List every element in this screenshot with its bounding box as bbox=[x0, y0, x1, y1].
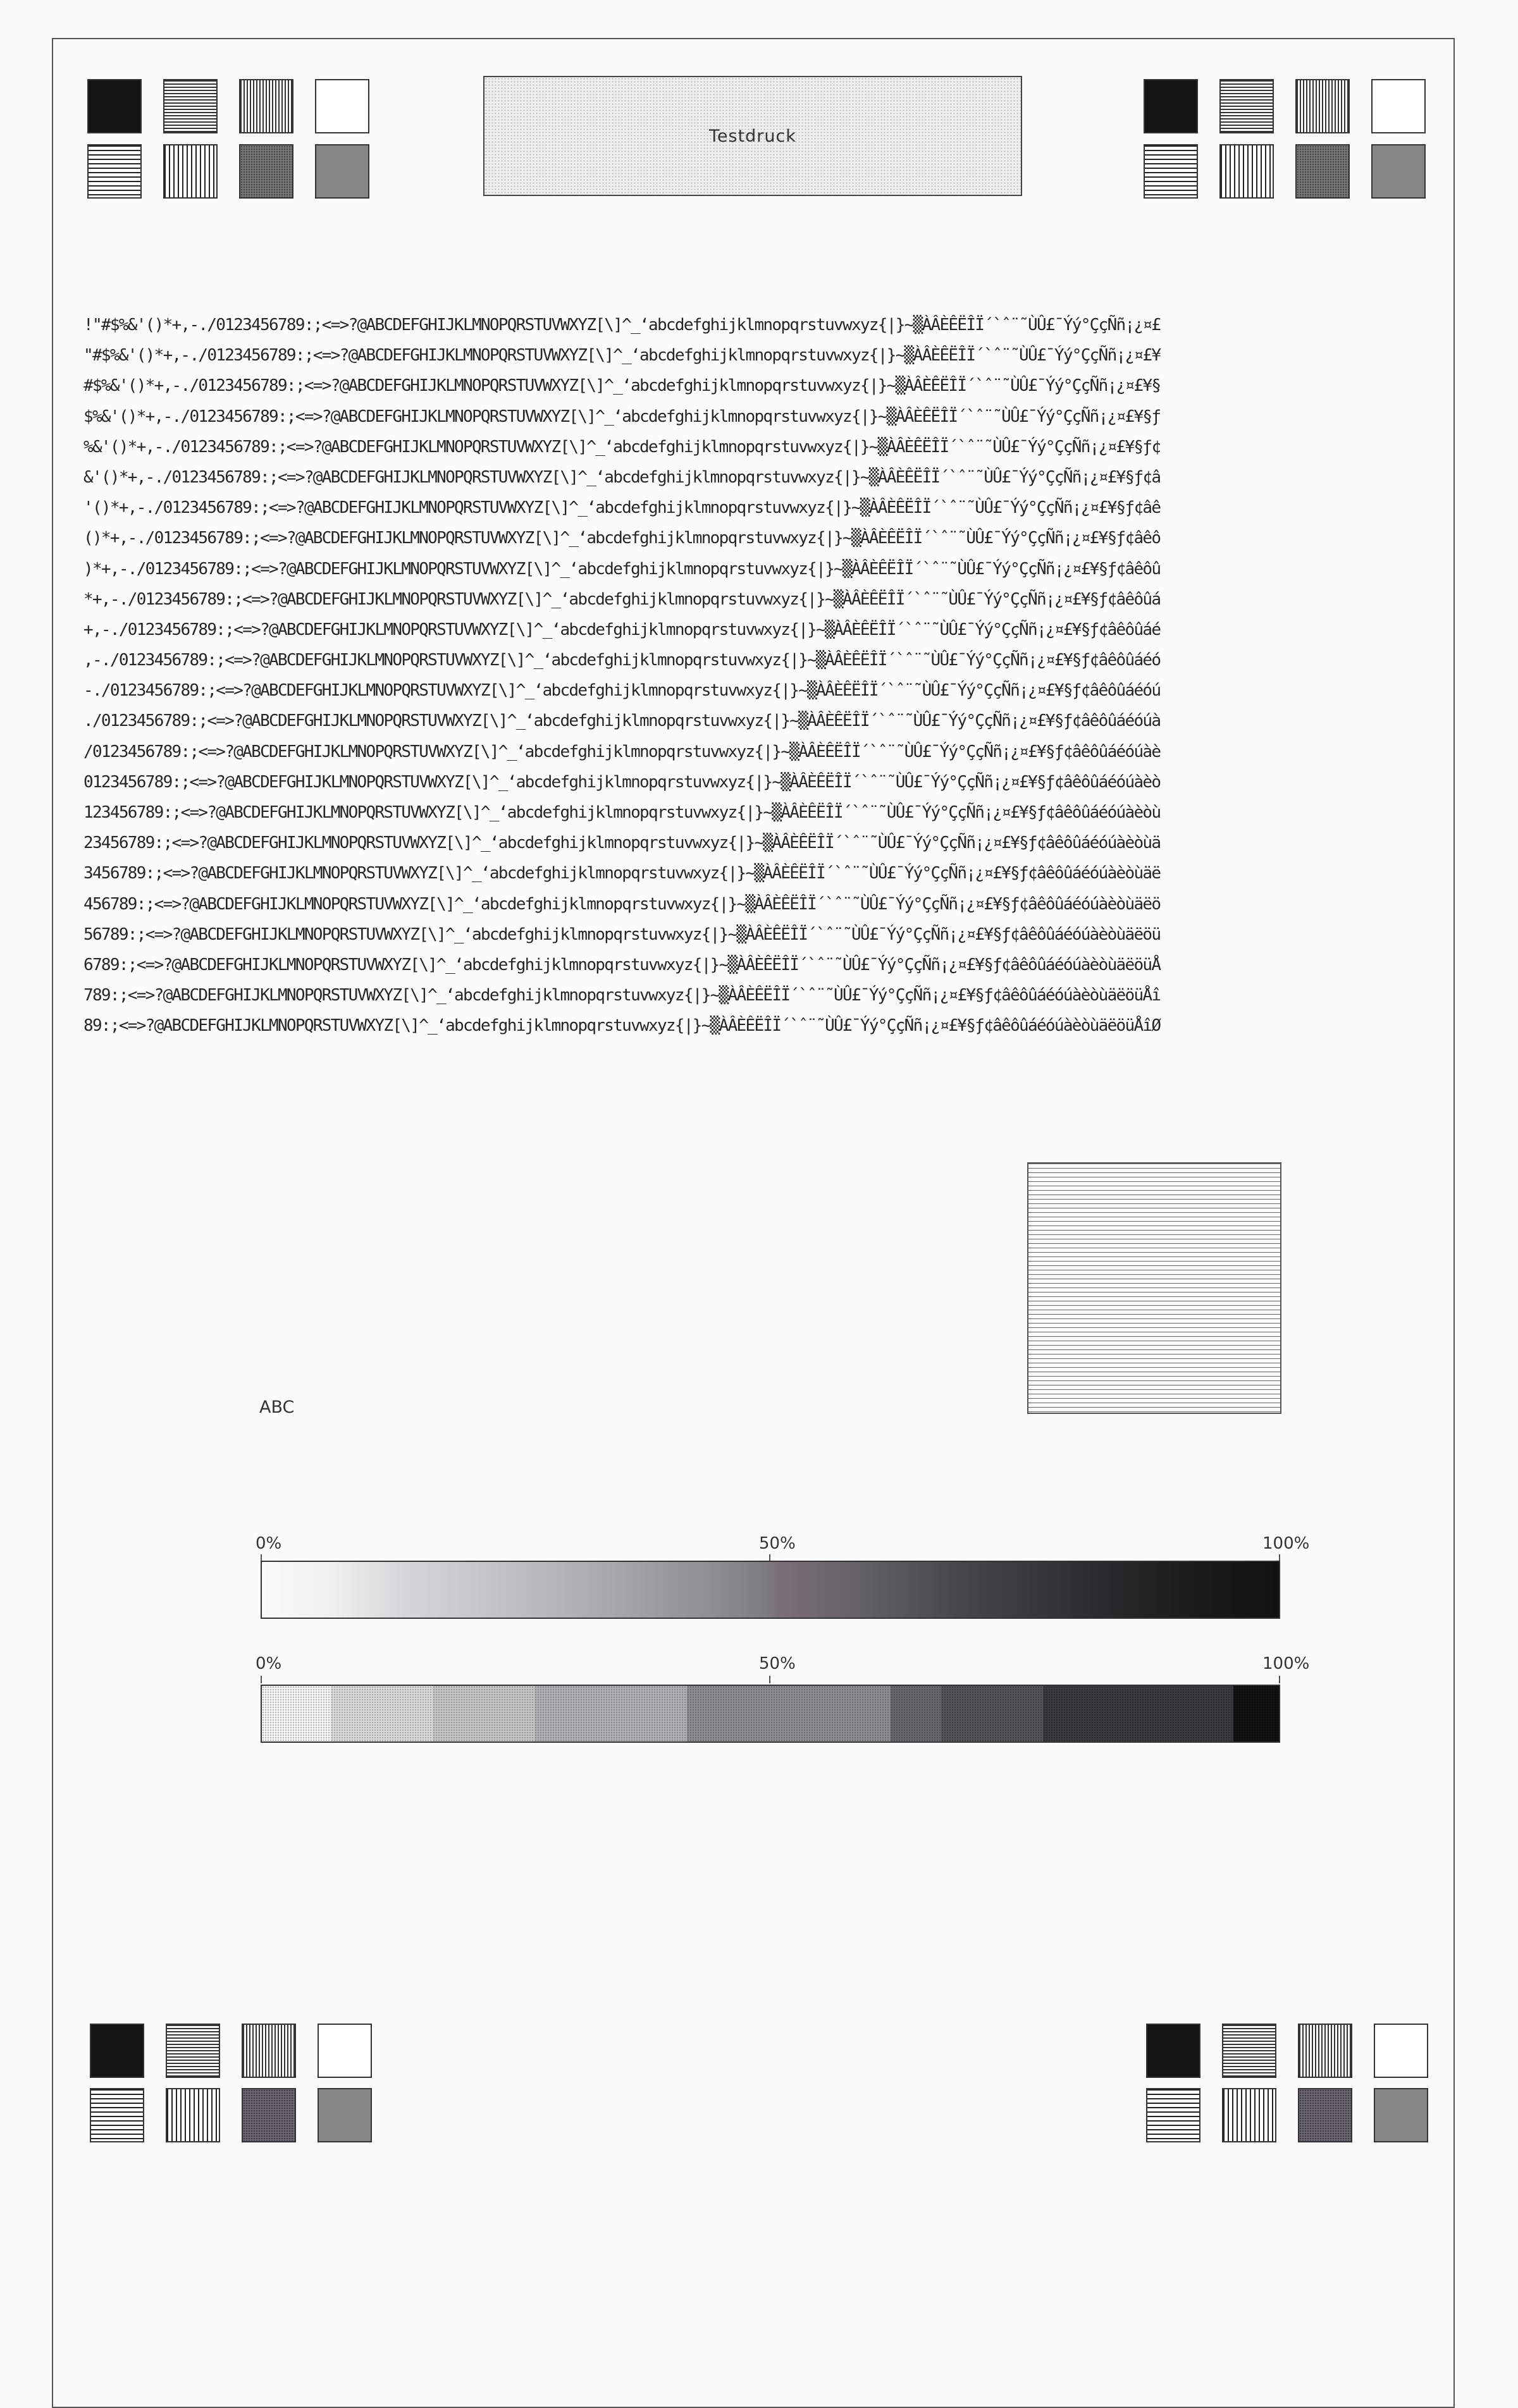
halftone-step-segment bbox=[891, 1686, 941, 1742]
charset-line: *+,-./0123456789:;<=>?@ABCDEFGHIJKLMNOPQRSTUVWXYZ[\]^_‘abcdefghijklmnopqrstuvwxyz{|}~▒ÀÂÈÊËÎÏ´`ˆ¨˜ÙÛ£¯Ýý°ÇçÑñ¡¿¤£¥§ƒ¢âêôûá bbox=[83, 589, 1161, 609]
halftone-step-bar bbox=[261, 1685, 1280, 1743]
charset-line: ()*+,-./0123456789:;<=>?@ABCDEFGHIJKLMNOPQRSTUVWXYZ[\]^_‘abcdefghijklmnopqrstuvwxyz{|}~▒ÀÂÈÊËÎÏ´`ˆ¨˜ÙÛ£¯Ýý°ÇçÑñ¡¿¤£¥§ƒ¢âêô bbox=[83, 529, 1161, 548]
swatch-solid-gray bbox=[315, 144, 369, 199]
swatch-vertical-lines bbox=[1295, 79, 1350, 133]
halftone-step-segment bbox=[1043, 1686, 1233, 1742]
swatch-dotted-gray bbox=[1295, 144, 1350, 199]
swatch-horizontal-stripes bbox=[1144, 144, 1198, 199]
swatch-white bbox=[1371, 79, 1426, 133]
swatch-dotted-gray bbox=[1298, 2088, 1352, 2142]
charset-line: 89:;<=>?@ABCDEFGHIJKLMNOPQRSTUVWXYZ[\]^_‘abcdefghijklmnopqrstuvwxyz{|}~▒ÀÂÈÊËÎÏ´`ˆ¨˜ÙÛ£¯Ýý°ÇçÑñ¡¿¤£¥§ƒ¢âêôûáéóúàèòùäëöüÅîØ bbox=[83, 1016, 1161, 1036]
swatch-solid-black bbox=[1146, 2024, 1200, 2078]
swatch-vertical-stripes bbox=[163, 144, 218, 199]
charset-line: 56789:;<=>?@ABCDEFGHIJKLMNOPQRSTUVWXYZ[\]^_‘abcdefghijklmnopqrstuvwxyz{|}~▒ÀÂÈÊËÎÏ´`ˆ¨˜ÙÛ£¯Ýý°ÇçÑñ¡¿¤£¥§ƒ¢âêôûáéóúàèòùäëöü bbox=[83, 924, 1161, 944]
swatch-solid-black bbox=[87, 79, 142, 133]
halftone-step-segment bbox=[941, 1686, 1043, 1742]
swatch-vertical-lines bbox=[242, 2024, 296, 2078]
swatch-vertical-stripes bbox=[1219, 144, 1274, 199]
charset-line: $%&'()*+,-./0123456789:;<=>?@ABCDEFGHIJKLMNOPQRSTUVWXYZ[\]^_‘abcdefghijklmnopqrstuvwxyz{|}~▒ÀÂÈÊËÎÏ´`ˆ¨˜ÙÛ£¯Ýý°ÇçÑñ¡¿¤£¥§ƒ bbox=[83, 407, 1161, 426]
scale1-label-start: 0% bbox=[256, 1534, 282, 1553]
halftone-step-segment bbox=[262, 1686, 331, 1742]
scale2-label-start: 0% bbox=[256, 1654, 282, 1673]
test-print-title: Testdruck bbox=[708, 126, 796, 146]
charset-line: 3456789:;<=>?@ABCDEFGHIJKLMNOPQRSTUVWXYZ[\]^_‘abcdefghijklmnopqrstuvwxyz{|}~▒ÀÂÈÊËÎÏ´`ˆ¨˜ÙÛ£¯Ýý°ÇçÑñ¡¿¤£¥§ƒ¢âêôûáéóúàèòùäë bbox=[83, 864, 1161, 883]
swatch-solid-gray bbox=[1374, 2088, 1428, 2142]
scale2-tick-end bbox=[1279, 1676, 1280, 1683]
scale1-label-mid: 50% bbox=[759, 1534, 796, 1553]
charset-line: !"#$%&'()*+,-./0123456789:;<=>?@ABCDEFGHIJKLMNOPQRSTUVWXYZ[\]^_‘abcdefghijklmnopqrstuvwxyz{|}~▒ÀÂÈÊËÎÏ´`ˆ¨˜ÙÛ£¯Ýý°ÇçÑñ¡¿¤£ bbox=[83, 316, 1161, 335]
charset-line: 6789:;<=>?@ABCDEFGHIJKLMNOPQRSTUVWXYZ[\]^_‘abcdefghijklmnopqrstuvwxyz{|}~▒ÀÂÈÊËÎÏ´`ˆ¨˜ÙÛ£¯Ýý°ÇçÑñ¡¿¤£¥§ƒ¢âêôûáéóúàèòùäëöüÅ bbox=[83, 955, 1161, 974]
charset-line: 23456789:;<=>?@ABCDEFGHIJKLMNOPQRSTUVWXYZ[\]^_‘abcdefghijklmnopqrstuvwxyz{|}~▒ÀÂÈÊËÎÏ´`ˆ¨˜ÙÛ£¯Ýý°ÇçÑñ¡¿¤£¥§ƒ¢âêôûáéóúàèòùä bbox=[83, 833, 1161, 853]
swatch-white bbox=[315, 79, 369, 133]
charset-line: #$%&'()*+,-./0123456789:;<=>?@ABCDEFGHIJKLMNOPQRSTUVWXYZ[\]^_‘abcdefghijklmnopqrstuvwxyz{|}~▒ÀÂÈÊËÎÏ´`ˆ¨˜ÙÛ£¯Ýý°ÇçÑñ¡¿¤£¥§ bbox=[83, 376, 1161, 396]
charset-line: 456789:;<=>?@ABCDEFGHIJKLMNOPQRSTUVWXYZ[\]^_‘abcdefghijklmnopqrstuvwxyz{|}~▒ÀÂÈÊËÎÏ´`ˆ¨˜ÙÛ£¯Ýý°ÇçÑñ¡¿¤£¥§ƒ¢âêôûáéóúàèòùäëö bbox=[83, 894, 1161, 914]
swatch-horizontal-stripes bbox=[90, 2088, 144, 2142]
charset-line: %&'()*+,-./0123456789:;<=>?@ABCDEFGHIJKLMNOPQRSTUVWXYZ[\]^_‘abcdefghijklmnopqrstuvwxyz{|}~▒ÀÂÈÊËÎÏ´`ˆ¨˜ÙÛ£¯Ýý°ÇçÑñ¡¿¤£¥§ƒ¢ bbox=[83, 437, 1161, 457]
swatch-horizontal-lines bbox=[1219, 79, 1274, 133]
charset-line: 789:;<=>?@ABCDEFGHIJKLMNOPQRSTUVWXYZ[\]^_‘abcdefghijklmnopqrstuvwxyz{|}~▒ÀÂÈÊËÎÏ´`ˆ¨˜ÙÛ£¯Ýý°ÇçÑñ¡¿¤£¥§ƒ¢âêôûáéóúàèòùäëöüÅî bbox=[83, 986, 1161, 1005]
swatch-vertical-stripes bbox=[1222, 2088, 1276, 2142]
fine-line-pattern-box bbox=[1027, 1162, 1281, 1414]
swatch-horizontal-stripes bbox=[1146, 2088, 1200, 2142]
scale2-tick-mid bbox=[769, 1676, 770, 1683]
swatch-vertical-stripes bbox=[166, 2088, 220, 2142]
halftone-step-segment bbox=[534, 1686, 687, 1742]
swatch-horizontal-stripes bbox=[87, 144, 142, 199]
swatch-horizontal-lines bbox=[1222, 2024, 1276, 2078]
swatch-vertical-lines bbox=[239, 79, 293, 133]
swatch-vertical-lines bbox=[1298, 2024, 1352, 2078]
swatch-solid-black bbox=[1144, 79, 1198, 133]
swatch-dotted-gray bbox=[242, 2088, 296, 2142]
scale1-label-end: 100% bbox=[1262, 1534, 1310, 1553]
test-print-title-box bbox=[483, 76, 1022, 196]
charset-line: '()*+,-./0123456789:;<=>?@ABCDEFGHIJKLMNOPQRSTUVWXYZ[\]^_‘abcdefghijklmnopqrstuvwxyz{|}~▒ÀÂÈÊËÎÏ´`ˆ¨˜ÙÛ£¯Ýý°ÇçÑñ¡¿¤£¥§ƒ¢âê bbox=[83, 498, 1161, 518]
charset-line: /0123456789:;<=>?@ABCDEFGHIJKLMNOPQRSTUVWXYZ[\]^_‘abcdefghijklmnopqrstuvwxyz{|}~▒ÀÂÈÊËÎÏ´`ˆ¨˜ÙÛ£¯Ýý°ÇçÑñ¡¿¤£¥§ƒ¢âêôûáéóúàè bbox=[83, 742, 1161, 761]
charset-line: 123456789:;<=>?@ABCDEFGHIJKLMNOPQRSTUVWXYZ[\]^_‘abcdefghijklmnopqrstuvwxyz{|}~▒ÀÂÈÊËÎÏ´`ˆ¨˜ÙÛ£¯Ýý°ÇçÑñ¡¿¤£¥§ƒ¢âêôûáéóúàèòù bbox=[83, 803, 1161, 822]
scale2-label-mid: 50% bbox=[759, 1654, 796, 1673]
charset-line: "#$%&'()*+,-./0123456789:;<=>?@ABCDEFGHIJKLMNOPQRSTUVWXYZ[\]^_‘abcdefghijklmnopqrstuvwxyz{|}~▒ÀÂÈÊËÎÏ´`ˆ¨˜ÙÛ£¯Ýý°ÇçÑñ¡¿¤£¥ bbox=[83, 346, 1161, 366]
halftone-step-segment bbox=[433, 1686, 534, 1742]
halftone-step-segment bbox=[1233, 1686, 1279, 1742]
grayscale-gradient-bar bbox=[261, 1561, 1280, 1619]
swatch-dotted-gray bbox=[239, 144, 293, 199]
charset-line: -./0123456789:;<=>?@ABCDEFGHIJKLMNOPQRSTUVWXYZ[\]^_‘abcdefghijklmnopqrstuvwxyz{|}~▒ÀÂÈÊËÎÏ´`ˆ¨˜ÙÛ£¯Ýý°ÇçÑñ¡¿¤£¥§ƒ¢âêôûáéóú bbox=[83, 681, 1161, 701]
swatch-solid-gray bbox=[318, 2088, 372, 2142]
scale2-tick-start bbox=[261, 1676, 262, 1683]
charset-line: +,-./0123456789:;<=>?@ABCDEFGHIJKLMNOPQRSTUVWXYZ[\]^_‘abcdefghijklmnopqrstuvwxyz{|}~▒ÀÂÈÊËÎÏ´`ˆ¨˜ÙÛ£¯Ýý°ÇçÑñ¡¿¤£¥§ƒ¢âêôûáé bbox=[83, 620, 1161, 639]
swatch-white bbox=[318, 2024, 372, 2078]
charset-line: 0123456789:;<=>?@ABCDEFGHIJKLMNOPQRSTUVWXYZ[\]^_‘abcdefghijklmnopqrstuvwxyz{|}~▒ÀÂÈÊËÎÏ´`ˆ¨˜ÙÛ£¯Ýý°ÇçÑñ¡¿¤£¥§ƒ¢âêôûáéóúàèò bbox=[83, 772, 1161, 792]
swatch-horizontal-lines bbox=[166, 2024, 220, 2078]
swatch-solid-black bbox=[90, 2024, 144, 2078]
swatch-solid-gray bbox=[1371, 144, 1426, 199]
charset-line: )*+,-./0123456789:;<=>?@ABCDEFGHIJKLMNOPQRSTUVWXYZ[\]^_‘abcdefghijklmnopqrstuvwxyz{|}~▒ÀÂÈÊËÎÏ´`ˆ¨˜ÙÛ£¯Ýý°ÇçÑñ¡¿¤£¥§ƒ¢âêôû bbox=[83, 559, 1161, 579]
character-set-lines bbox=[83, 310, 1450, 1041]
swatch-horizontal-lines bbox=[163, 79, 218, 133]
swatch-white bbox=[1374, 2024, 1428, 2078]
charset-line: ./0123456789:;<=>?@ABCDEFGHIJKLMNOPQRSTUVWXYZ[\]^_‘abcdefghijklmnopqrstuvwxyz{|}~▒ÀÂÈÊËÎÏ´`ˆ¨˜ÙÛ£¯Ýý°ÇçÑñ¡¿¤£¥§ƒ¢âêôûáéóúà bbox=[83, 711, 1161, 731]
halftone-step-segment bbox=[331, 1686, 433, 1742]
scale2-label-end: 100% bbox=[1262, 1654, 1310, 1673]
abc-label: ABC bbox=[259, 1398, 295, 1417]
halftone-step-segment bbox=[687, 1686, 891, 1742]
charset-line: &'()*+,-./0123456789:;<=>?@ABCDEFGHIJKLMNOPQRSTUVWXYZ[\]^_‘abcdefghijklmnopqrstuvwxyz{|}~▒ÀÂÈÊËÎÏ´`ˆ¨˜ÙÛ£¯Ýý°ÇçÑñ¡¿¤£¥§ƒ¢â bbox=[83, 467, 1161, 487]
charset-line: ,-./0123456789:;<=>?@ABCDEFGHIJKLMNOPQRSTUVWXYZ[\]^_‘abcdefghijklmnopqrstuvwxyz{|}~▒ÀÂÈÊËÎÏ´`ˆ¨˜ÙÛ£¯Ýý°ÇçÑñ¡¿¤£¥§ƒ¢âêôûáéó bbox=[83, 651, 1161, 670]
